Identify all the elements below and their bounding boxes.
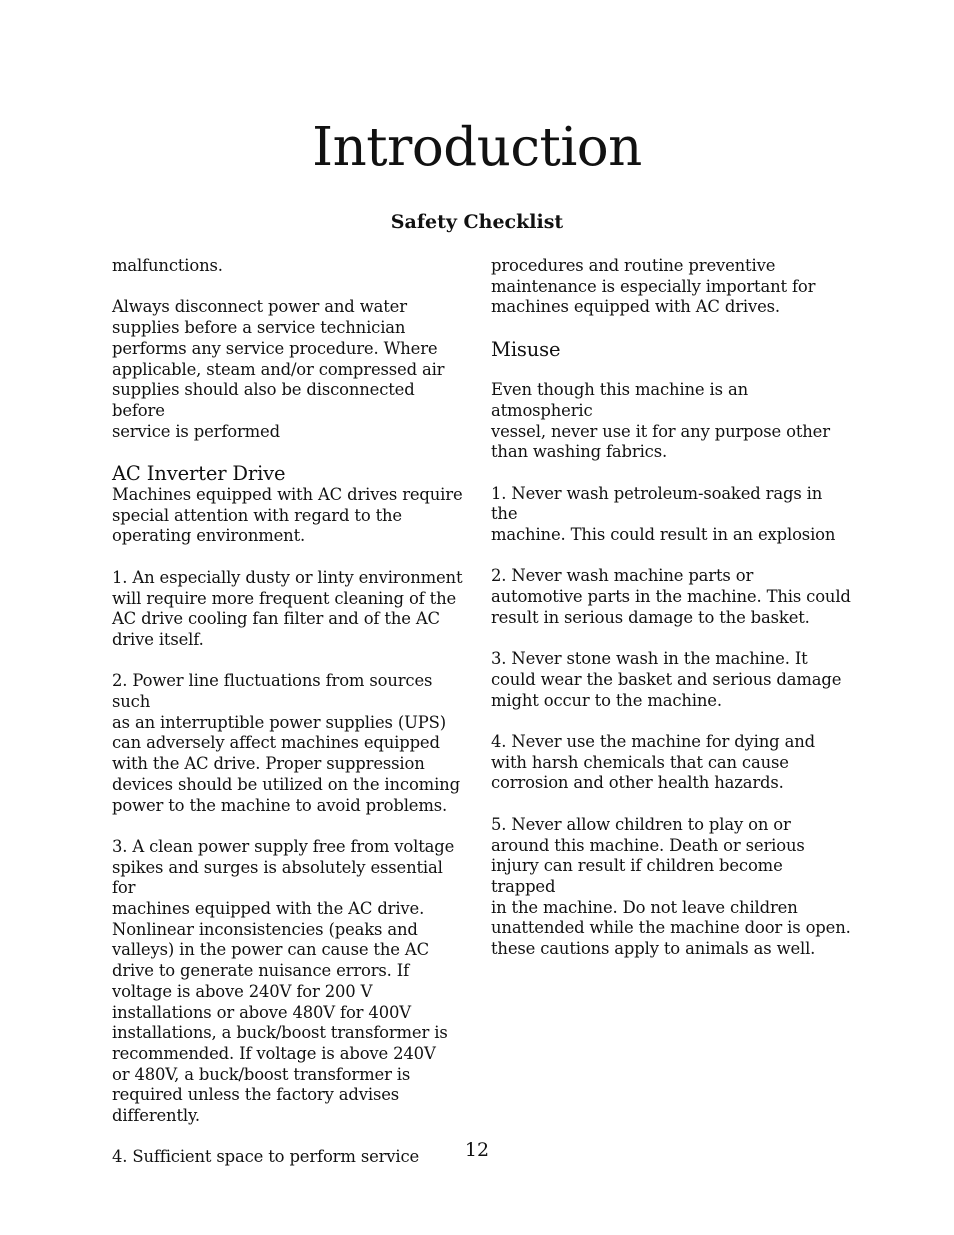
paragraph-disconnect-power: Always disconnect power and water supplies before a service technician performs any service procedure. Where applicable, steam and/or compressed air supplies should also be disconnected before service is performed <box>112 297 445 441</box>
paragraph-ac-item-4: 4. Sufficient space to perform service <box>112 1147 420 1167</box>
page-number: 12 <box>464 1139 490 1161</box>
paragraph-ac-drive-intro: Machines equipped with AC drives require special attention with regard to the operating environment. <box>112 485 463 546</box>
paragraph-ac-item-2: 2. Power line fluctuations from sources such as an interruptible power supplies (UPS) can adversely affect machines equipped with the AC drive. Proper suppression devices should be utilized on the incoming power to the machine to avoid problems. <box>112 671 460 815</box>
paragraph-misuse-item-5: 5. Never allow children to play on or around this machine. Death or serious injury can result if children become trapped in the machine. Do not leave children unattended while the machine door is open. these cautions apply to animals as well. <box>491 814 851 959</box>
paragraph-ac-item-4-continued: procedures and routine preventive maintenance is especially important for machines equipped with AC drives. <box>491 256 816 317</box>
paragraph-misuse-intro: Even though this machine is an atmospheric vessel, never use it for any purpose other than washing fabrics. <box>491 380 830 462</box>
paragraph-misuse-item-4: 4. Never use the machine for dying and with harsh chemicals that can cause corrosion and other health hazards. <box>491 732 815 793</box>
paragraph-ac-item-3: 3. A clean power supply free from voltage spikes and surges is absolutely essential for machines equipped with the AC drive. Nonlinear inconsistencies (peaks and valleys) in the power can cause the AC drive to generate nuisance errors. If voltage is above 240V for 200 V installations or above 480V for 400V installations, a buck/boost transformer is recommended. If voltage is above 240V or 480V, a buck/boost transformer is required unless the factory advises differently. <box>112 836 455 1126</box>
right-column <box>491 256 851 980</box>
paragraph-malfunctions: malfunctions. <box>112 256 223 275</box>
section-subtitle: Safety Checklist <box>390 211 564 233</box>
heading-misuse: Misuse <box>491 337 561 361</box>
paragraph-misuse-item-1: 1. Never wash petroleum-soaked rags in the machine. This could result in an explosion <box>491 483 836 545</box>
left-column <box>112 256 464 1189</box>
heading-ac-inverter-drive: AC Inverter Drive <box>112 462 286 485</box>
page-title: Introduction <box>312 117 642 178</box>
paragraph-ac-item-1: 1. An especially dusty or linty environment will require more frequent cleaning of the AC drive cooling fan filter and of the AC drive itself. <box>112 567 463 649</box>
paragraph-misuse-item-2: 2. Never wash machine parts or automotive parts in the machine. This could result in serious damage to the basket. <box>491 566 851 627</box>
paragraph-misuse-item-3: 3. Never stone wash in the machine. It could wear the basket and serious damage might occur to the machine. <box>491 649 842 710</box>
